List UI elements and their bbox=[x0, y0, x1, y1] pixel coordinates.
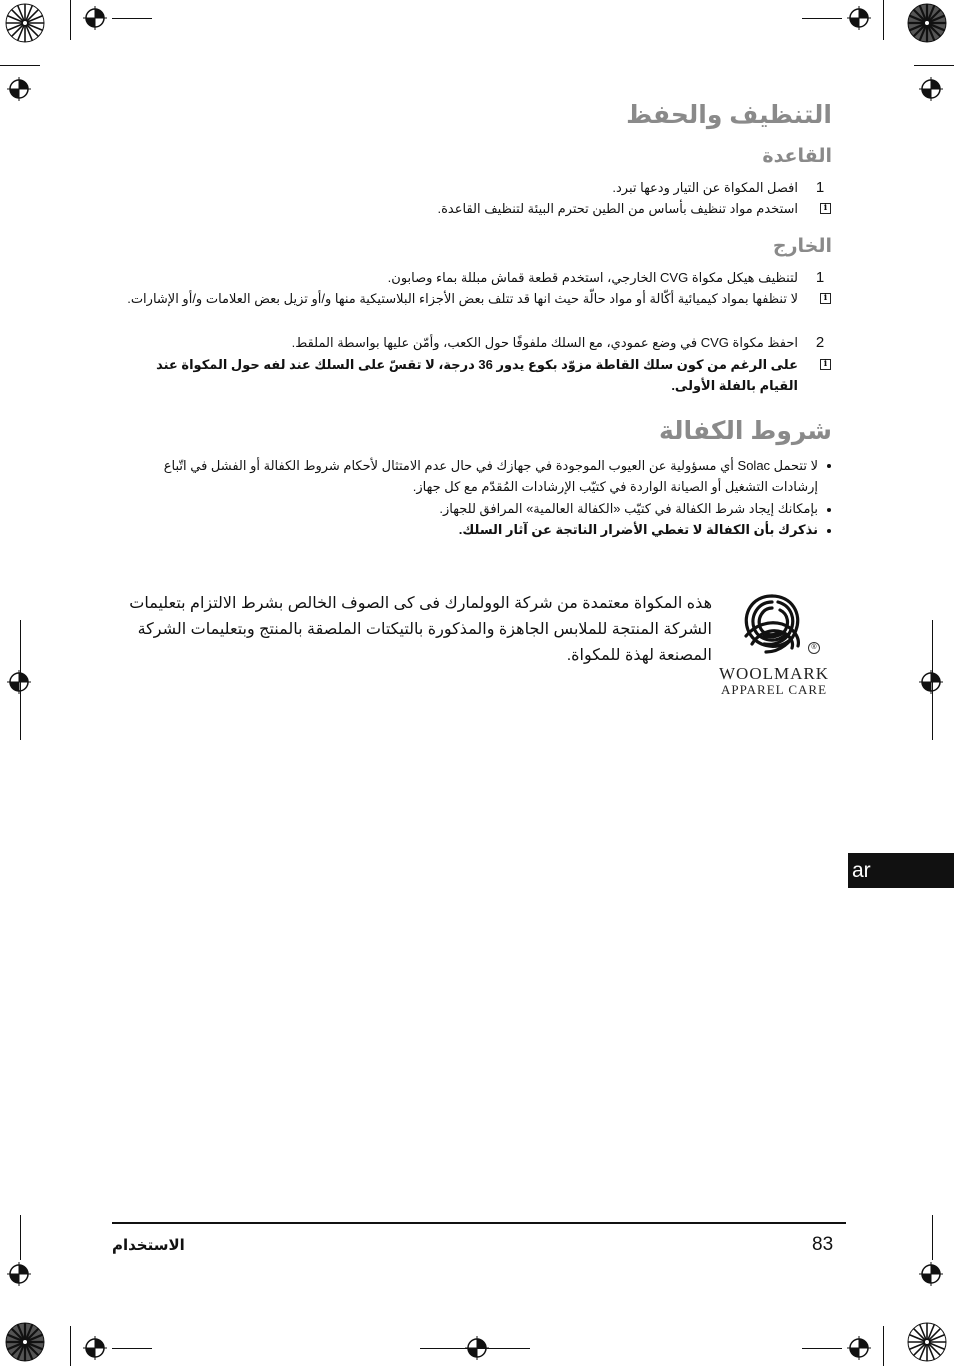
section-title-cleaning: التنظيف والحفظ bbox=[626, 101, 832, 129]
subsection-title-exterior: الخارج bbox=[772, 236, 832, 257]
crop-line bbox=[20, 620, 21, 740]
crop-line bbox=[70, 1326, 71, 1366]
tip-text-bold: على الرغم من كون سلك القاطة مزوّد بكوع يدور 36 درجة، لا تقسّ على السلك عند لفه حول المكواة عند القيام بالفلة الأولى. bbox=[156, 357, 798, 393]
crop-line bbox=[112, 1348, 152, 1349]
woolmark-subtitle: APPAREL CARE bbox=[721, 682, 828, 697]
woolmark-statement: هذه المكواة معتمدة من شركة الوولمارك فى كى الصوف الخالص بشرط الالتزام بتعليمات الشركة المنتجة للملابس الجاهزة والمذكورة بالتيكتات الملصقة بالمنتج وبتعليمات الشركة المصنعة لهذة للمكواة. bbox=[129, 595, 712, 664]
crop-line bbox=[802, 1348, 842, 1349]
crop-line bbox=[802, 18, 842, 19]
footer-section-title: الاستخدام bbox=[112, 1237, 185, 1254]
registration-mark-right-upper bbox=[919, 77, 943, 101]
bullet bbox=[827, 529, 831, 533]
calibration-star-top-right bbox=[907, 3, 947, 43]
crop-line bbox=[932, 620, 933, 740]
step-text: احفظ مكواة CVG في وضع عمودي، مع السلك ملفوفًا حول الكعب، وأمّن عليها بواسطة الملقط. bbox=[291, 335, 798, 350]
calibration-star-top-left bbox=[5, 3, 45, 43]
crop-line bbox=[70, 0, 71, 40]
crop-line bbox=[883, 1326, 884, 1366]
crop-line bbox=[932, 1215, 933, 1260]
woolmark-ball-icon bbox=[736, 590, 808, 660]
tip-text: لا تنظفها بمواد كيميائية أكّالة أو مواد حالّة حيث انها قد تتلف بعض الأجزاء البلاستيكية منها و/أو تزيل بعض العلامات و/أو الإشارات. bbox=[127, 291, 798, 306]
crop-line bbox=[20, 1215, 21, 1260]
calibration-star-bottom-right bbox=[907, 1322, 947, 1362]
step-number: 2 bbox=[815, 334, 825, 351]
crop-line bbox=[914, 65, 954, 66]
calibration-star-bottom-left bbox=[5, 1322, 45, 1362]
tip-text: استخدم مواد تنظيف بأساس من الطين تحترم البيئة لتنظيف القاعدة. bbox=[437, 201, 798, 216]
crop-line bbox=[883, 0, 884, 40]
info-icon: i bbox=[820, 203, 831, 214]
step-number: 1 bbox=[815, 179, 825, 196]
registration-mark-bottom-right bbox=[847, 1336, 871, 1360]
registration-mark-left-middle bbox=[7, 670, 31, 694]
bullet bbox=[827, 464, 831, 468]
warranty-bullet: لا تتحمل Solac أي مسؤولية عن العيوب الموجودة في جهازك في حال عدم الامتثال لأحكام شروط الكفالة أو الفشل في اتّباع إرشادات التشغيل أو الصيانة الواردة في كتيّب الإرشادات المُقدّم مع كل جهاز. bbox=[163, 458, 818, 494]
bullet bbox=[827, 508, 831, 512]
crop-line bbox=[420, 1348, 530, 1349]
crop-line bbox=[0, 65, 40, 66]
page-number: 83 bbox=[812, 1234, 834, 1255]
registered-mark: ® bbox=[808, 642, 820, 654]
language-tab: ar bbox=[848, 853, 954, 888]
subsection-title-base: القاعدة bbox=[762, 146, 832, 167]
registration-mark-right-middle bbox=[919, 670, 943, 694]
registration-mark-top-left bbox=[83, 6, 107, 30]
crop-line bbox=[112, 18, 152, 19]
warranty-bullet-bold: نذكرك بأن الكفالة لا تغطي الأضرار الناتجة عن آثار السلك. bbox=[458, 522, 818, 537]
info-icon: i bbox=[820, 359, 831, 370]
warranty-bullet: بإمكانك إيجاد شرط الكفالة في كتيّب «الكفالة العالمية» المرافق للجهاز. bbox=[439, 501, 818, 516]
step-text: لتنظيف هيكل مكواة CVG الخارجي، استخدم قطعة قماش مبللة بماء وصابون. bbox=[387, 270, 798, 285]
info-icon: i bbox=[820, 293, 831, 304]
registration-mark-right-lower bbox=[919, 1262, 943, 1286]
step-number: 1 bbox=[815, 269, 825, 286]
step-text: افصل المكواة عن التيار ودعها تبرد. bbox=[612, 180, 798, 195]
registration-mark-left-lower bbox=[7, 1262, 31, 1286]
woolmark-logo bbox=[736, 590, 808, 660]
footer-rule bbox=[112, 1222, 846, 1224]
registration-mark-top-right bbox=[847, 6, 871, 30]
section-title-warranty: شروط الكفالة bbox=[658, 417, 832, 445]
woolmark-wordmark: WOOLMARK bbox=[719, 664, 829, 683]
registration-mark-bottom-left bbox=[83, 1336, 107, 1360]
registration-mark-left-upper bbox=[7, 77, 31, 101]
